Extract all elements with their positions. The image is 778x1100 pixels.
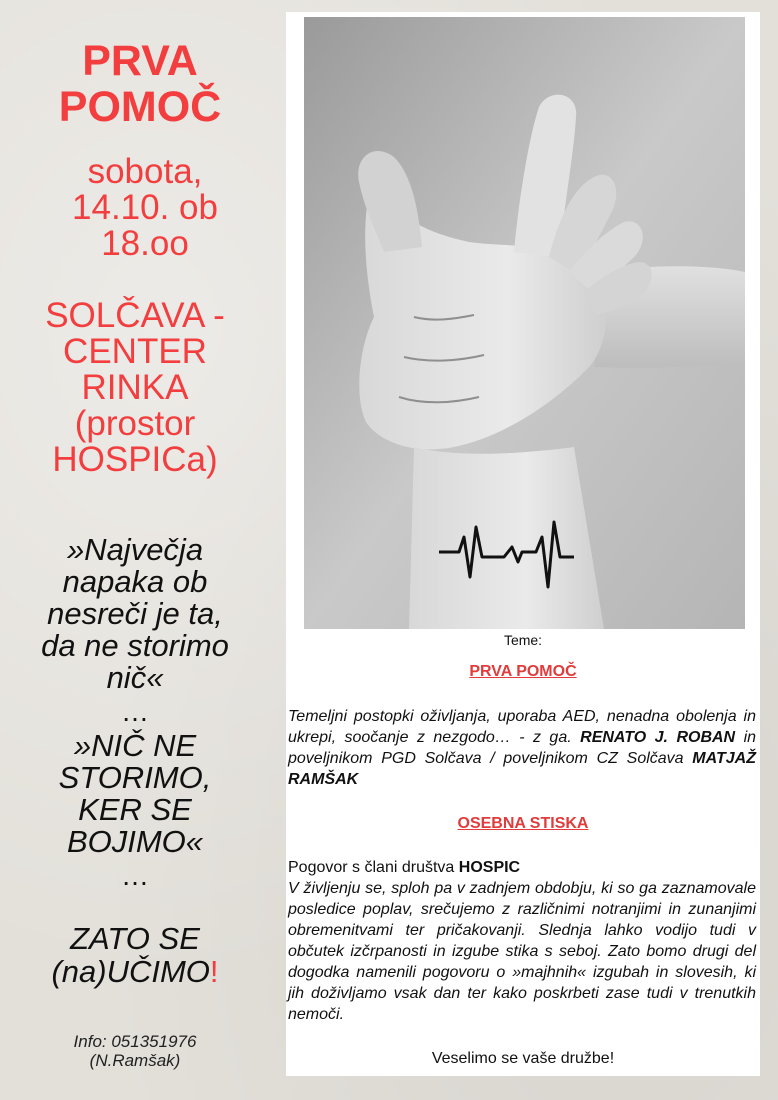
presenter-name: RENATO J. ROBAN	[580, 729, 736, 746]
cta-exclamation: !	[209, 954, 219, 989]
title-line: PRVA	[82, 37, 198, 85]
cta-line: ZATO SE	[70, 921, 200, 956]
quote-line: napaka ob	[62, 564, 208, 599]
location-line: (prostor	[74, 404, 196, 443]
location-line: HOSPICa)	[52, 440, 218, 479]
contact-info	[15, 1032, 255, 1070]
section-personal-distress-text	[288, 857, 756, 1025]
title-line: POMOČ	[58, 83, 222, 131]
location-line: CENTER	[63, 332, 207, 371]
quote-line: nič«	[106, 660, 164, 695]
cta-line	[15, 955, 255, 988]
date-line: 18.oo	[101, 224, 189, 263]
organization-name: HOSPIC	[458, 859, 521, 876]
poster-title	[20, 38, 260, 130]
topics-label: Teme:	[503, 632, 543, 648]
quote-second	[15, 730, 255, 858]
event-date	[20, 154, 270, 262]
first-aid-description: Temeljni postopki oživljanja, uporaba AED, nenadna obolenja in ukrepi, soočanje z nezgodo… - z ga.	[288, 708, 756, 746]
personal-distress-description: V življenju se, sploh pa v zadnjem obdobju, ki so ga zaznamovale posledice poplav, srečujemo z različnimi notranjimi in zunanjimi obremenitvami ter pričakovanji. Slednja lahko vodijo tudi v občutek izčrpanosti in izgube stika s seboj. Zato bomo drugi del dogodka namenili pogovoru o »majhnih« izgubah in slovesih, ki jih doživljamo vsak dan ter kako poskrbeti zase tudi v trenutkih nemoči.	[288, 880, 756, 1023]
presenter-name: MATJAŽ RAMŠAK	[288, 750, 756, 788]
quote-line: STORIMO,	[58, 760, 212, 795]
ellipsis: …	[121, 696, 149, 727]
quote-line: da ne storimo	[41, 628, 229, 663]
wrist-tattoo-photo	[304, 17, 745, 629]
section-heading-personal-distress: OSEBNA STISKA	[457, 815, 589, 832]
quote-line: nesreči je ta,	[47, 596, 223, 631]
hospic-intro	[288, 857, 756, 878]
quote-line: »NIČ NE	[73, 728, 197, 763]
call-to-action	[15, 922, 255, 988]
event-location	[15, 298, 255, 478]
cta-text: (na)UČIMO	[51, 954, 210, 989]
date-line: 14.10. ob	[72, 188, 218, 227]
closing-line: Veselimo se vaše družbe!	[431, 1050, 615, 1067]
quote-line: KER SE	[78, 792, 192, 827]
hospic-intro-text: Pogovor s člani društva	[288, 859, 455, 876]
section-heading-first-aid: PRVA POMOČ	[469, 663, 577, 680]
date-line: sobota,	[87, 152, 203, 191]
quote-first	[15, 534, 255, 694]
location-line: RINKA	[81, 368, 189, 407]
quote-line: »Največja	[66, 532, 204, 567]
ellipsis: …	[121, 860, 149, 891]
contact-person: (N.Ramšak)	[89, 1051, 181, 1070]
left-column	[0, 0, 280, 1100]
location-line: SOLČAVA -	[45, 296, 225, 335]
presenter-role: in poveljnikom PGD Solčava / poveljnikom CZ Solčava	[288, 729, 757, 767]
quote-line: BOJIMO«	[66, 824, 204, 859]
content-card	[286, 12, 760, 1076]
section-first-aid-text	[288, 706, 756, 790]
contact-phone: Info: 051351976	[73, 1032, 197, 1051]
